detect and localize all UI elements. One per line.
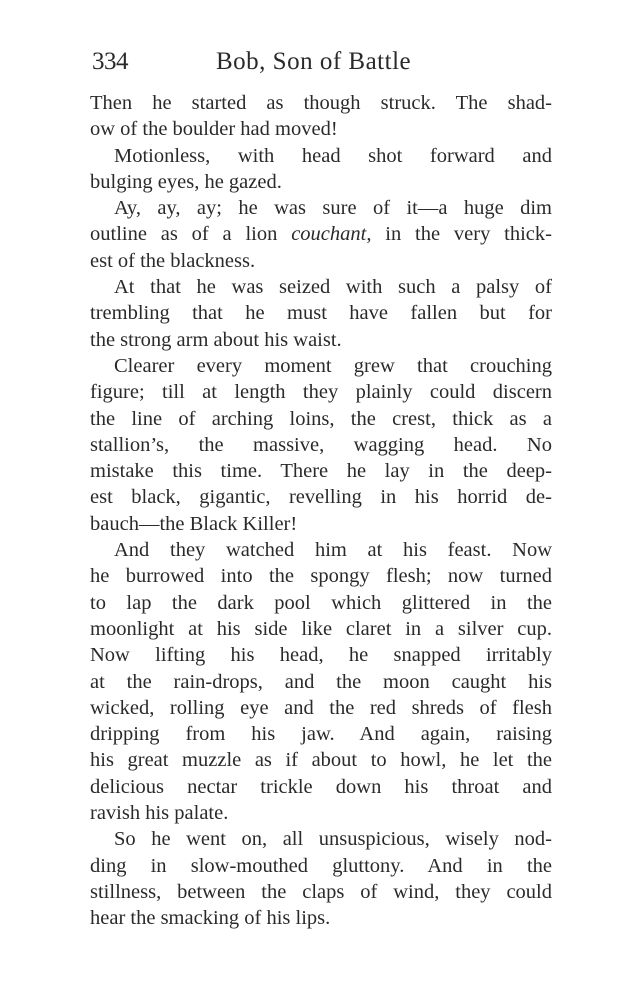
text-line: Ay, ay, ay; he was sure of it—a huge dim bbox=[114, 197, 552, 220]
text-line: wicked, rolling eye and the red shreds of flesh bbox=[90, 696, 552, 719]
page-header bbox=[92, 44, 552, 80]
text-line: ow of the boulder had moved! bbox=[90, 118, 338, 141]
text-line: est black, gigantic, revelling in his horrid de- bbox=[90, 486, 552, 509]
text-line: at the rain-drops, and the moon caught his bbox=[90, 670, 552, 693]
text-line: So he went on, all unsuspicious, wisely nod- bbox=[114, 828, 552, 851]
text-line: ding in slow-mouthed gluttony. And in the bbox=[90, 854, 552, 877]
text-segment: , in the very thick- bbox=[366, 223, 552, 246]
text-line: And they watched him at his feast. Now bbox=[114, 539, 552, 562]
text-line: est of the blackness. bbox=[90, 249, 256, 272]
text-line: bulging eyes, he gazed. bbox=[90, 170, 282, 193]
text-line: stillness, between the claps of wind, they could bbox=[90, 880, 552, 903]
text-line: Motionless, with head shot forward and bbox=[114, 144, 552, 167]
text-line: mistake this time. There he lay in the deep- bbox=[90, 460, 552, 483]
text-line: moonlight at his side like claret in a silver cup. bbox=[90, 617, 552, 640]
text-line: ravish his palate. bbox=[90, 802, 229, 825]
text-line: stallion’s, the massive, wagging head. No bbox=[90, 433, 552, 456]
text-line: Now lifting his head, he snapped irritably bbox=[90, 644, 552, 667]
text-line: the line of arching loins, the crest, thick as a bbox=[90, 407, 552, 430]
text-line: the strong arm about his waist. bbox=[90, 328, 342, 351]
text-line: trembling that he must have fallen but for bbox=[90, 302, 552, 325]
running-title: Bob, Son of Battle bbox=[216, 48, 412, 75]
text-line bbox=[90, 221, 552, 247]
text-line: he burrowed into the spongy flesh; now turned bbox=[90, 565, 552, 588]
text-line: to lap the dark pool which glittered in the bbox=[90, 591, 552, 614]
text-line: figure; till at length they plainly could discern bbox=[90, 381, 552, 404]
text-line: hear the smacking of his lips. bbox=[90, 907, 331, 930]
text-line: delicious nectar trickle down his throat and bbox=[90, 775, 552, 798]
text-line: At that he was seized with such a palsy of bbox=[114, 276, 552, 299]
text-line: Then he started as though struck. The shad- bbox=[90, 92, 552, 114]
page-number: 334 bbox=[92, 48, 128, 75]
text-line: his great muzzle as if about to howl, he let the bbox=[90, 749, 552, 772]
italic-word: couchant bbox=[291, 223, 367, 246]
text-line: bauch—the Black Killer! bbox=[90, 512, 298, 535]
text-line: Clearer every moment grew that crouching bbox=[114, 354, 552, 377]
text-line: dripping from his jaw. And again, raising bbox=[90, 723, 552, 746]
text-segment: outline as of a lion bbox=[90, 223, 292, 246]
body-text bbox=[90, 90, 552, 932]
